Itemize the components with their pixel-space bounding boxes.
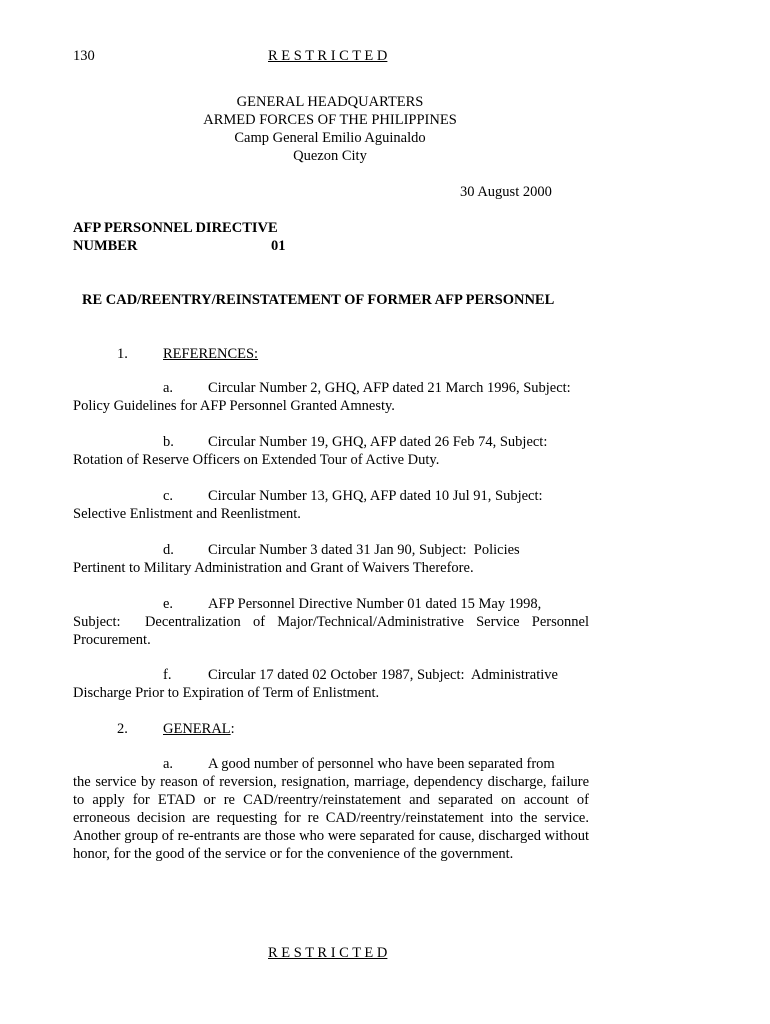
footer-classification: R E S T R I C T E D bbox=[268, 945, 388, 961]
general-text-first-line: A good number of personnel who have been separated from bbox=[208, 756, 555, 772]
reference-letter: e. bbox=[163, 596, 174, 612]
section-2-title: GENERAL bbox=[163, 721, 231, 737]
general-item-a bbox=[73, 755, 597, 863]
general-letter: a. bbox=[163, 756, 174, 772]
reference-text-rest: Policy Guidelines for AFP Personnel Granted Amnesty. bbox=[73, 398, 395, 414]
reference-letter: d. bbox=[163, 542, 174, 558]
reference-text-rest: Rotation of Reserve Officers on Extended Tour of Active Duty. bbox=[73, 452, 440, 468]
reference-text-first-line: Circular 17 dated 02 October 1987, Subject: Administrative bbox=[208, 667, 558, 683]
section-2-number: 2. bbox=[117, 721, 128, 737]
letterhead-line-3: Camp General Emilio Aguinaldo bbox=[234, 130, 426, 146]
letterhead-line-4: Quezon City bbox=[293, 148, 367, 164]
page-number: 130 bbox=[73, 48, 95, 64]
section-1-title: REFERENCES: bbox=[163, 346, 259, 362]
directive-number-label: NUMBER bbox=[73, 238, 138, 254]
reference-letter: b. bbox=[163, 434, 174, 450]
reference-letter: a. bbox=[163, 380, 174, 396]
reference-letter: f. bbox=[163, 667, 172, 683]
directive-number-value: 01 bbox=[271, 238, 286, 254]
reference-text-first-line: Circular Number 3 dated 31 Jan 90, Subject: Policies bbox=[208, 542, 520, 558]
document-date: 30 August 2000 bbox=[460, 184, 552, 200]
reference-text-rest: Selective Enlistment and Reenlistment. bbox=[73, 506, 301, 522]
reference-text-first-line: Circular Number 13, GHQ, AFP dated 10 Jul 91, Subject: bbox=[208, 488, 543, 504]
reference-text-rest: Discharge Prior to Expiration of Term of Enlistment. bbox=[73, 685, 380, 701]
reference-item-d bbox=[73, 541, 589, 577]
section-2-heading bbox=[163, 720, 235, 738]
general-text-rest: the service by reason of reversion, resignation, marriage, dependency discharge, failure to apply for ETAD or re CAD/reentry/reinstatement and separated on account of erroneous decision are requesting for re CAD/reentry/reinstatement into the service. Another group of re-entrants are those who were separated for cause, discharged without honor, for the good of the service or for the convenience of the government. bbox=[73, 774, 597, 862]
reference-text-first-line: Circular Number 2, GHQ, AFP dated 21 March 1996, Subject: bbox=[208, 380, 571, 396]
letterhead-line-2: ARMED FORCES OF THE PHILIPPINES bbox=[203, 112, 457, 128]
reference-text-first-line: AFP Personnel Directive Number 01 dated 15 May 1998, bbox=[208, 596, 542, 612]
reference-item-a bbox=[73, 379, 589, 415]
letterhead-line-1: GENERAL HEADQUARTERS bbox=[236, 94, 424, 110]
reference-letter: c. bbox=[163, 488, 174, 504]
reference-item-e bbox=[73, 595, 593, 649]
reference-text-first-line: Circular Number 19, GHQ, AFP dated 26 Feb 74, Subject: bbox=[208, 434, 548, 450]
reference-item-c bbox=[73, 487, 589, 523]
directive-title: AFP PERSONNEL DIRECTIVE bbox=[73, 220, 278, 236]
reference-item-b bbox=[73, 433, 589, 469]
section-2-title-colon: : bbox=[230, 721, 235, 737]
section-1-number: 1. bbox=[117, 346, 128, 362]
reference-text-rest: Subject: Decentralization of Major/Technical/Administrative Service Personnel Procurement. bbox=[73, 614, 593, 648]
subject-line: RE CAD/REENTRY/REINSTATEMENT OF FORMER AFP PERSONNEL bbox=[82, 292, 555, 308]
reference-item-f bbox=[73, 666, 589, 702]
header-classification: R E S T R I C T E D bbox=[268, 48, 388, 64]
reference-text-rest: Pertinent to Military Administration and Grant of Waivers Therefore. bbox=[73, 560, 474, 576]
